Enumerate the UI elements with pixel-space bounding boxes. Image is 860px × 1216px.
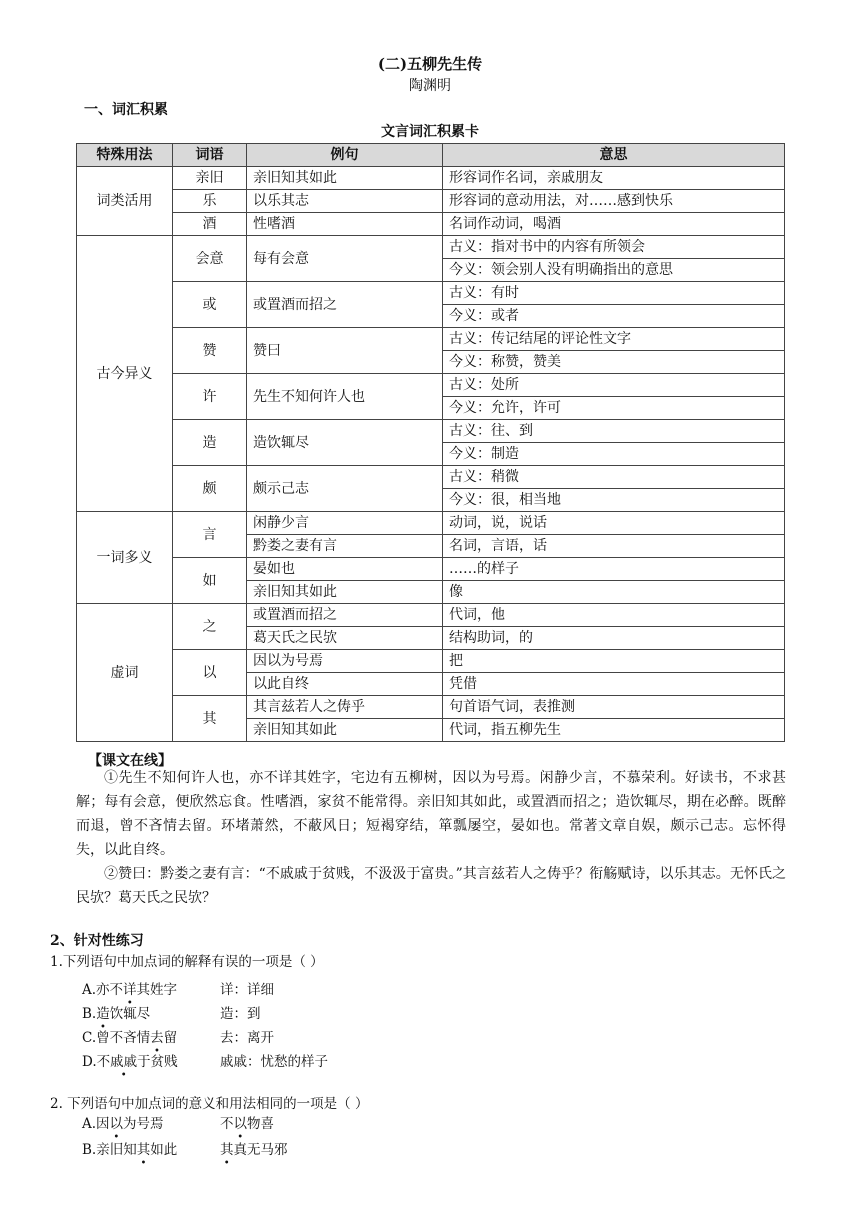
- meaning-cell: 古义：稍微: [443, 466, 785, 489]
- meaning-cell: 今义：或者: [443, 305, 785, 328]
- meaning-cell: 今义：制造: [443, 443, 785, 466]
- option-text: D.不: [82, 1054, 111, 1070]
- table-header-row: [77, 144, 785, 167]
- dotted-word: 其: [220, 1142, 234, 1158]
- dotted-word: 其: [136, 1142, 151, 1158]
- table-row: [77, 282, 785, 305]
- author-name: 陶渊明: [409, 78, 451, 94]
- word-cell: 言: [173, 512, 247, 558]
- vocab-card-title: 文言词汇积累卡: [381, 124, 479, 140]
- word-cell: 造: [173, 420, 247, 466]
- text-online-heading: 【课文在线】: [88, 753, 172, 769]
- dotted-word: 以: [109, 1116, 124, 1132]
- option-text: 为号焉: [123, 1116, 164, 1132]
- meaning-cell: 代词，指五柳先生: [443, 719, 785, 742]
- option-text: 其姓字: [136, 982, 178, 998]
- word-cell: 酒: [173, 213, 247, 236]
- header-word: 词语: [173, 144, 247, 167]
- meaning-cell: 动词，说，说话: [443, 512, 785, 535]
- example-cell: 或置酒而招之: [247, 604, 443, 627]
- meaning-cell: 凭借: [443, 673, 785, 696]
- word-cell: 其: [173, 696, 247, 742]
- category-cell: 虚词: [77, 604, 173, 742]
- dotted-word: 详: [123, 982, 137, 998]
- option-text: 不: [220, 1116, 234, 1132]
- option-text: A.因: [82, 1116, 110, 1132]
- passage-text: ①先生不知何许人也，亦不详其姓字，宅边有五柳树，因以为号焉。闲静少言，不慕荣利。好读书，不求甚解；每有会意，便欣然忘食。性嗜酒，家贫不能常得。亲旧知其如此，或置酒而招之；造饮辄尽，期在必醉。既醉而退，曾不吝情去留。环堵萧然，不蔽风日；短褐穿结，箪瓢屡空，晏如也。常著文章自娱，颇示己志。忘怀得失，以此自终。: [76, 770, 786, 858]
- table-row: [77, 236, 785, 259]
- passage-paragraph-2: [76, 862, 786, 910]
- vocab-table: [76, 143, 785, 742]
- option-text: B.亲旧知: [82, 1142, 137, 1158]
- meaning-cell: 古义：往、到: [443, 420, 785, 443]
- header-meaning: 意思: [443, 144, 785, 167]
- table-row: [77, 190, 785, 213]
- section-heading-exercises: 2、针对性练习: [50, 933, 144, 949]
- page-title: (二)五柳先生传: [377, 55, 483, 73]
- table-row: [77, 650, 785, 673]
- example-cell: 晏如也: [247, 558, 443, 581]
- example-cell: 亲旧知其如此: [247, 581, 443, 604]
- word-cell: 许: [173, 374, 247, 420]
- table-row: [77, 213, 785, 236]
- meaning-cell: 古义：指对书中的内容有所领会: [443, 236, 785, 259]
- example-cell: 以此自终: [247, 673, 443, 696]
- word-cell: 以: [173, 650, 247, 696]
- word-cell: 颇: [173, 466, 247, 512]
- table-row: [77, 558, 785, 581]
- category-cell: 词类活用: [77, 167, 173, 236]
- q1-option-c: [82, 1026, 177, 1046]
- word-cell: 赞: [173, 328, 247, 374]
- table-row: [77, 420, 785, 443]
- q1-option-b: [82, 1002, 150, 1022]
- example-cell: 每有会意: [247, 236, 443, 282]
- q1-option-a: [82, 978, 177, 998]
- header-example: 例句: [247, 144, 443, 167]
- option-text: A.亦不: [82, 982, 124, 998]
- q1-option-b-explanation: 造：到: [220, 1006, 261, 1022]
- example-cell: 亲旧知其如此: [247, 167, 443, 190]
- meaning-cell: 今义：允许，许可: [443, 397, 785, 420]
- dotted-word: 戚戚: [110, 1054, 138, 1070]
- word-cell: 乐: [173, 190, 247, 213]
- q2-option-b: [82, 1138, 177, 1158]
- q1-option-a-explanation: 详：详细: [220, 982, 274, 998]
- dotted-word: 造: [96, 1006, 110, 1022]
- example-cell: 造饮辄尽: [247, 420, 443, 466]
- table-row: [77, 328, 785, 351]
- header-usage: 特殊用法: [77, 144, 173, 167]
- table-row: [77, 604, 785, 627]
- passage-paragraph-1: [76, 766, 786, 862]
- example-cell: 赞曰: [247, 328, 443, 374]
- question-1-stem: 1.下列语句中加点词的解释有误的一项是（ ）: [50, 954, 324, 970]
- table-row: [77, 374, 785, 397]
- meaning-cell: 名词，言语，话: [443, 535, 785, 558]
- option-text: 真无马邪: [233, 1142, 288, 1158]
- meaning-cell: 古义：传记结尾的评论性文字: [443, 328, 785, 351]
- q2-option-a: [82, 1112, 164, 1132]
- word-cell: 亲旧: [173, 167, 247, 190]
- dotted-word: 以: [233, 1116, 247, 1132]
- q1-option-d-explanation: 戚戚：忧愁的样子: [220, 1054, 328, 1070]
- option-text: 于贫贱: [137, 1054, 178, 1070]
- meaning-cell: 今义：称赞，赞美: [443, 351, 785, 374]
- category-cell: 一词多义: [77, 512, 173, 604]
- meaning-cell: 形容词作名词，亲戚朋友: [443, 167, 785, 190]
- meaning-cell: 古义：处所: [443, 374, 785, 397]
- meaning-cell: 像: [443, 581, 785, 604]
- meaning-cell: ……的样子: [443, 558, 785, 581]
- word-cell: 如: [173, 558, 247, 604]
- q1-option-d: [82, 1050, 178, 1070]
- table-row: [77, 512, 785, 535]
- example-cell: 或置酒而招之: [247, 282, 443, 328]
- option-text: B.: [82, 1006, 97, 1022]
- option-text: 物喜: [247, 1116, 274, 1132]
- example-cell: 其言兹若人之俦乎: [247, 696, 443, 719]
- q1-option-c-explanation: 去：离开: [220, 1030, 274, 1046]
- meaning-cell: 今义：领会别人没有明确指出的意思: [443, 259, 785, 282]
- section-heading-vocabulary: 一、词汇积累: [84, 102, 168, 118]
- example-cell: 亲旧知其如此: [247, 719, 443, 742]
- meaning-cell: 结构助词，的: [443, 627, 785, 650]
- table-row: [77, 466, 785, 489]
- example-cell: 性嗜酒: [247, 213, 443, 236]
- table-row: [77, 167, 785, 190]
- meaning-cell: 古义：有时: [443, 282, 785, 305]
- meaning-cell: 名词作动词，喝酒: [443, 213, 785, 236]
- q2-option-a-compare: [220, 1112, 274, 1132]
- question-2-stem: 2. 下列语句中加点词的意义和用法相同的一项是（ ）: [50, 1096, 369, 1112]
- q2-option-b-compare: [220, 1138, 288, 1158]
- passage-text: ②赞曰：黔娄之妻有言：“不戚戚于贫贱，不汲汲于富贵。”其言兹若人之俦乎？衔觞赋诗，以乐其志。无怀氏之民欤？葛天氏之民欤？: [76, 866, 786, 906]
- meaning-cell: 今义：很，相当地: [443, 489, 785, 512]
- example-cell: 以乐其志: [247, 190, 443, 213]
- meaning-cell: 形容词的意动用法，对……感到快乐: [443, 190, 785, 213]
- dotted-word: 去: [150, 1030, 164, 1046]
- meaning-cell: 把: [443, 650, 785, 673]
- example-cell: 颇示己志: [247, 466, 443, 512]
- meaning-cell: 代词，他: [443, 604, 785, 627]
- option-text: 如此: [150, 1142, 178, 1158]
- option-text: C.曾不吝情: [82, 1030, 151, 1046]
- word-cell: 之: [173, 604, 247, 650]
- option-text: 饮辄尽: [109, 1006, 151, 1022]
- example-cell: 因以为号焉: [247, 650, 443, 673]
- option-text: 留: [163, 1030, 178, 1046]
- table-row: [77, 696, 785, 719]
- example-cell: 黔娄之妻有言: [247, 535, 443, 558]
- word-cell: 或: [173, 282, 247, 328]
- word-cell: 会意: [173, 236, 247, 282]
- meaning-cell: 句首语气词，表推测: [443, 696, 785, 719]
- category-cell: 古今异义: [77, 236, 173, 512]
- example-cell: 先生不知何许人也: [247, 374, 443, 420]
- example-cell: 闲静少言: [247, 512, 443, 535]
- example-cell: 葛天氏之民欤: [247, 627, 443, 650]
